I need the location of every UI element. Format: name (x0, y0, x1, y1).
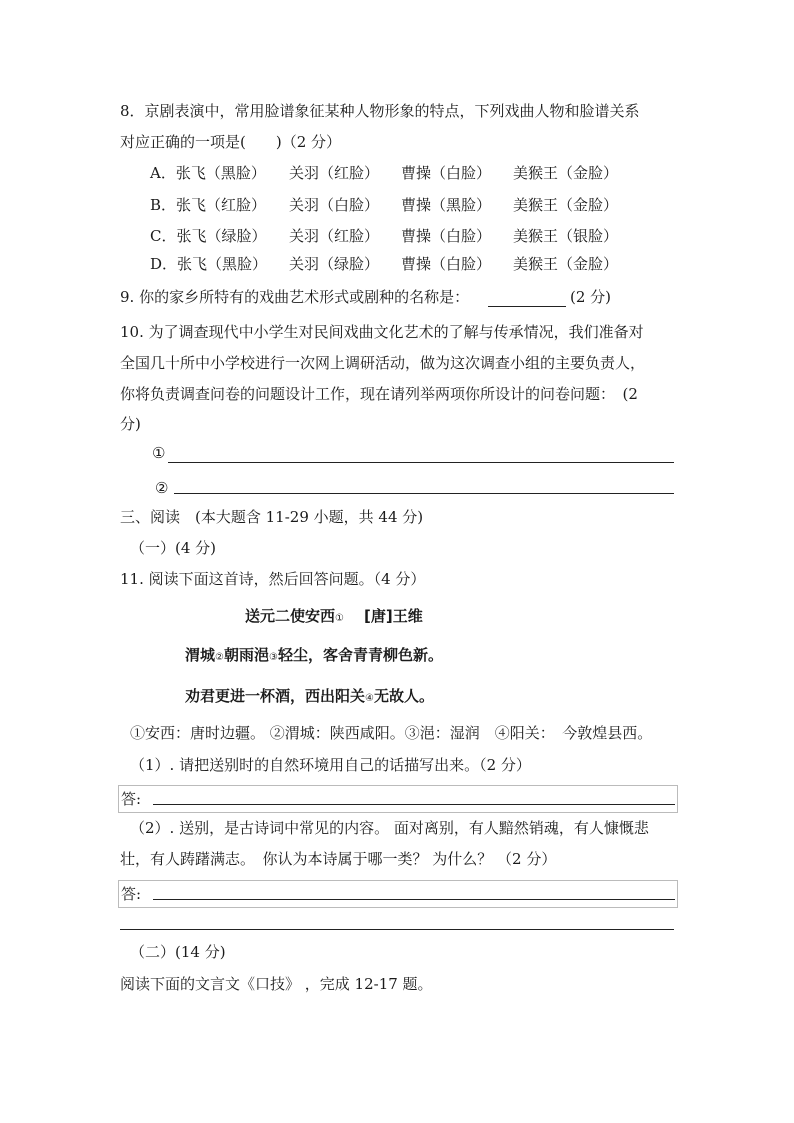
option-c-c1: C．张飞（绿脸） (150, 227, 267, 245)
answer-label: 答: (121, 790, 142, 808)
q9-answer-blank[interactable] (488, 288, 566, 307)
q10-answer-line-2[interactable] (174, 474, 674, 494)
answer-rule (153, 804, 675, 805)
q10-line2: 全国几十所中小学校进行一次网上调研活动，做为这次调查小组的主要负责人， (120, 354, 646, 372)
option-c-c3: 曹操（白脸） (401, 227, 492, 245)
option-d-c1: D．张飞（黑脸） (150, 255, 268, 273)
option-a-c3: 曹操（白脸） (401, 164, 492, 182)
poem-line-1: 渭城②朝雨浥③轻尘，客舍青青柳色新。 (185, 646, 443, 664)
answer-marker-1: ① (152, 444, 166, 462)
subsection-2-heading: （二）(14 分) (130, 943, 226, 961)
option-b-c4: 美猴王（金脸） (513, 196, 619, 214)
option-d-c2: 关羽（绿脸） (289, 255, 380, 273)
q8-stem-line1: 8．京剧表演中，常用脸谱象征某种人物形象的特点，下列戏曲人物和脸谱关系 (120, 102, 640, 120)
subsection-1-heading: （一）(4 分) (130, 539, 217, 557)
poem-title-note: ① (335, 613, 344, 624)
poem-author: [唐]王维 (363, 607, 423, 625)
q11-sub2-line1: （2）. 送别，是古诗词中常见的内容。 面对离别，有人黯然销魂，有人慷慨悲 (130, 819, 649, 837)
option-a-c4: 美猴王（金脸） (513, 164, 619, 182)
q9-text: 9. 你的家乡所特有的戏曲艺术形式或剧种的名称是： (120, 288, 470, 306)
poem-line-2: 劝君更进一杯酒，西出阳关④无故人。 (185, 687, 434, 705)
q11-sub1: （1）. 请把送别时的自然环境用自己的话描写出来。（2 分） (130, 756, 531, 774)
poem-notes: ①安西：唐时边疆。 ②渭城：陕西咸阳。③浥：湿润 ④阳关： 今敦煌县西。 (130, 724, 653, 742)
option-c-c2: 关羽（红脸） (289, 227, 380, 245)
q8-stem-line2: 对应正确的一项是( )（2 分） (120, 133, 342, 151)
section-heading: 三、阅读 (本大题含 11-29 小题，共 44 分) (120, 508, 424, 526)
classical-text-prompt: 阅读下面的文言文《口技》 ，完成 12-17 题。 (120, 975, 433, 993)
option-a-c2: 关羽（红脸） (289, 164, 380, 182)
option-b-c2: 关羽（白脸） (289, 196, 380, 214)
option-d-c4: 美猴王（金脸） (513, 255, 619, 273)
option-b-c3: 曹操（黑脸） (401, 196, 492, 214)
q9-score: (2 分) (570, 288, 612, 306)
q10-line4: 分) (120, 415, 141, 433)
q11-sub2-line2: 壮，有人踌躇满志。 你认为本诗属于哪一类？ 为什么？ （2 分） (120, 850, 557, 868)
option-c-c4: 美猴王（银脸） (513, 227, 619, 245)
answer-label: 答: (121, 885, 142, 903)
option-d-c3: 曹操（白脸） (401, 255, 492, 273)
answer-rule (153, 899, 675, 900)
q10-line3: 你将负责调查问卷的问题设计工作，现在请列举两项你所设计的问卷问题： (2 (120, 385, 638, 403)
answer-extra-line[interactable] (120, 929, 674, 930)
q11-prompt: 11. 阅读下面这首诗，然后回答问题。（4 分） (120, 570, 426, 588)
poem-title-text: 送元二使安西 (245, 607, 336, 625)
answer-marker-2: ② (155, 479, 169, 497)
option-b-c1: B．张飞（红脸） (150, 196, 267, 214)
poem-title (245, 606, 423, 629)
q11-sub1-answer-box[interactable] (118, 785, 678, 813)
q10-line1: 10. 为了调查现代中小学生对民间戏曲文化艺术的了解与传承情况，我们准备对 (120, 323, 644, 341)
q10-answer-line-1[interactable] (168, 443, 674, 463)
option-a-c1: A．张飞（黑脸） (150, 164, 266, 182)
q11-sub2-answer-box[interactable] (118, 880, 678, 908)
